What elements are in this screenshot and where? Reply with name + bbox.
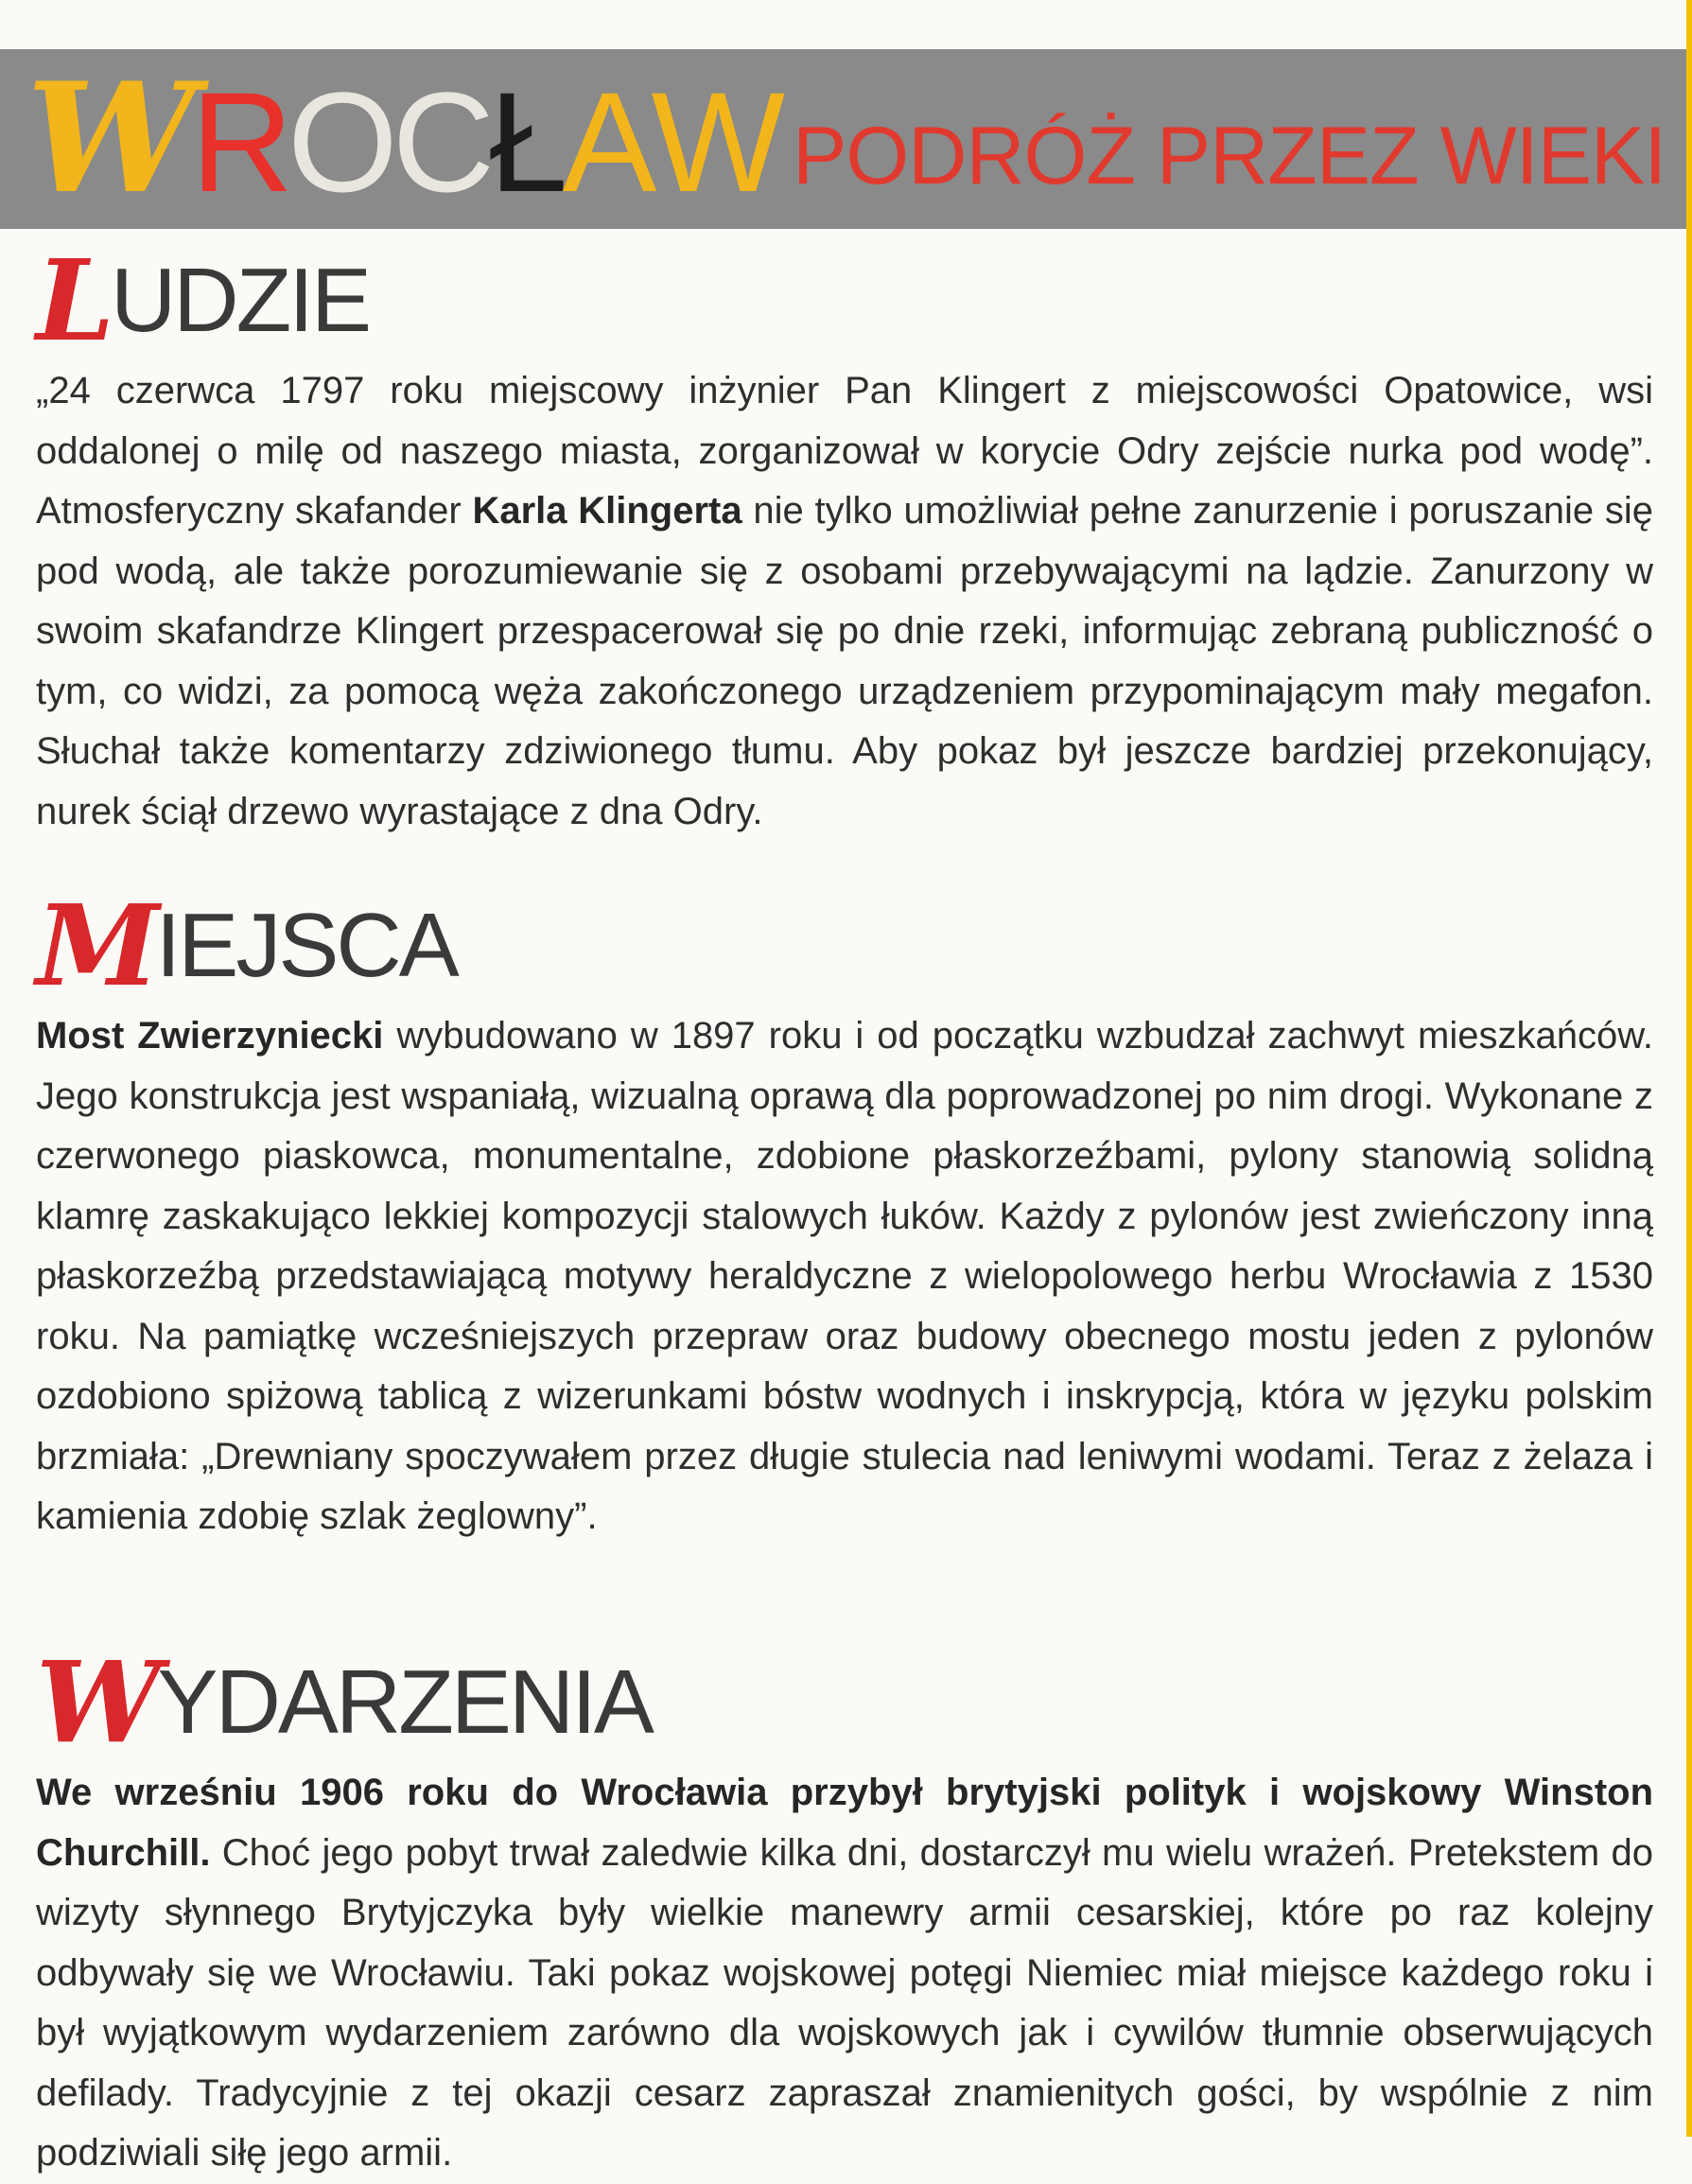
logo-letter-l: Ł (489, 62, 563, 221)
paragraph-text: nie tylko umożliwiał pełne zanurzenie i poruszanie się pod wodą, ale także porozumiewanie się z osobami przebywającymi na lądzie. Zanurzony w swoim skafandrze Klingert przespacerował się po dnie rzeki, informując zebraną publiczność o tym, co widzi, za pomocą węża zakończonego urządzeniem przypominającym mały megafon. Słuchał także komentarzy zdziwionego tłumu. Aby pokaz był jeszcze bardziej przekonujący, nurek ściął drzewo wyrastające z dna Odry. (36, 490, 1653, 832)
section-wydarzenia (36, 1636, 1653, 2174)
section-heading-miejsca (36, 880, 1653, 1011)
paragraph-text: „24 czerwca 1797 roku miejscowy inżynier Pan Klingert z miejscowości Opatowice, wsi oddalonej o milę od naszego miasta, zorganizował w korycie Odry zejście nurka pod wodę”. Atmosferyczny skafander (36, 370, 1653, 532)
drop-cap: W (36, 1636, 162, 1768)
section-ludzie (36, 235, 1653, 842)
heading-text: UDZIE (110, 250, 369, 351)
paragraph-text: wybudowano w 1897 roku i od początku wzbudzał zachwyt mieszkańców. Jego konstrukcja jest wspaniałą, wizualną oprawą dla poprowadzonej po nim drogi. Wykonane z czerwonego piaskowca, monumentalne, zdobione płaskorzeźbami, pylony stanowią solidną klamrę zaskakująco lekkiej kompozycji stalowych łuków. Każdy z pylonów jest zwieńczony inną płaskorzeźbą przedstawiającą motywy heraldyczne z wielopolowego herbu Wrocławia z 1530 roku. Na pamiątkę wcześniejszych przepraw oraz budowy obecnego mostu jeden z pylonów ozdobiono spiżową tablicą z wizerunkami bóstw wodnych i inskrypcją, która w języku polskim brzmiała: „Drewniany spoczywałem przez długie stulecia nad leniwymi wodami. Teraz z żelaza i kamienia zdobię szlak żeglowny”. (36, 1015, 1653, 1537)
drop-cap: L (36, 235, 114, 366)
logo-letter-o: O (288, 62, 392, 221)
logo-letter-a: A (562, 62, 652, 221)
paragraph-bold-name: Most Zwierzyniecki (36, 1015, 384, 1057)
paragraph-bold-name: Karla Klingerta (472, 490, 742, 532)
section-heading-ludzie (36, 235, 1653, 366)
paragraph-bold-lead: We wrześniu 1906 roku do Wrocławia przybył brytyjski polityk i wojskowy Winston Churchill. (36, 1772, 1653, 1874)
section-paragraph (36, 1006, 1653, 1547)
section-heading-wydarzenia (36, 1636, 1653, 1768)
section-paragraph (36, 1763, 1653, 2174)
drop-cap: M (36, 880, 160, 1011)
logo-letter-w2: W (651, 62, 780, 221)
section-miejsca (36, 880, 1653, 1547)
header-subtitle: PODRÓŻ PRZEZ WIEKI (793, 111, 1666, 201)
section-paragraph (36, 361, 1653, 842)
logo-letter-r: R (190, 62, 288, 221)
logo-letter-c: C (392, 62, 490, 221)
logo-letter-w: W (26, 49, 191, 227)
heading-text: IEJSCA (155, 895, 457, 996)
page-edge-stripe (1686, 0, 1692, 2137)
wroclaw-logo (26, 49, 780, 227)
heading-text: YDARZENIA (157, 1651, 652, 1753)
paragraph-text: Choć jego pobyt trwał zaledwie kilka dni, dostarczył mu wielu wrażeń. Pretekstem do wizyty słynnego Brytyjczyka były wielkie manewry armii cesarskiej, które po raz kolejny odbywały się we Wrocławiu. Taki pokaz wojskowej potęgi Niemiec miał miejsce każdego roku i był wyjątkowym wydarzeniem zarówno dla wojskowych jak i cywilów tłumnie obserwujących defilady. Tradycyjnie z tej okazji cesarz zapraszał znamienitych gości, by wspólnie z nim podziwiali siłę jego armii. (36, 1831, 1653, 2174)
